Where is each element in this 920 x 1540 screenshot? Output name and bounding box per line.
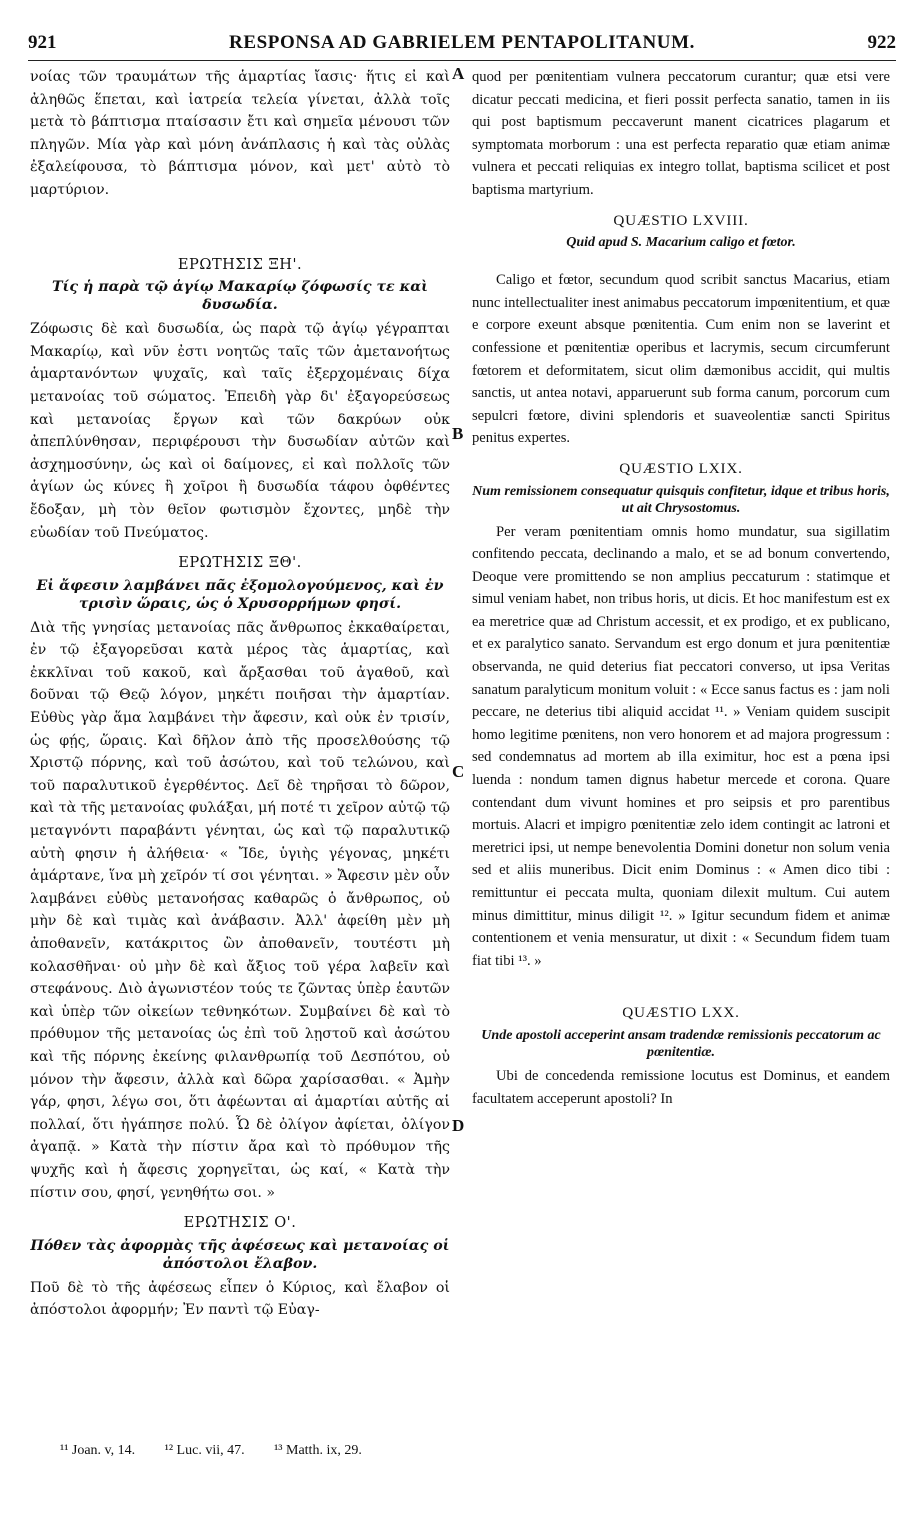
greek-question-68-title: ΕΡΩΤΗΣΙΣ ΞΗ'.: [177, 255, 303, 273]
page-number-left: 921: [28, 32, 57, 53]
greek-question-70-title: ΕΡΩΤΗΣΙΣ Ο'.: [183, 1214, 297, 1232]
footnotes: [60, 1443, 860, 1459]
latin-question-69-title: QUÆSTIO LXIX.: [619, 459, 743, 477]
latin-question-68-text: Caligo et fœtor, secundum quod scribit sanctus Macarius, etiam nunc intellectualiter inest animabus peccatorum impœnitentium, et quæ e corpore exeunt absque pœnitentia. Cum enim non se laverint et confessione et pœnitentiæ operibus et lacrymis, secum circumferunt fœtorem et deformitatem, sicut olim dæmonibus accidit, qui multis sanctis, ut antea notavi, apparuerunt sub forma canum, porcorum cum sepulcri fœtore, divini splendoris et suaveolentiæ sancti Spiritus penitus expertes.: [472, 272, 890, 447]
footnote-12: ¹² Luc. vii, 47.: [164, 1443, 245, 1458]
greek-question-68-text: Ζόφωσις δὲ καὶ δυσωδία, ὡς παρὰ τῷ ἁγίῳ γέγραπται Μακαρίῳ, καὶ νῦν ἐστι νοητῶς ταῖς τῶν ἀμετανοήτως ἁμαρτανόντων ψυχαῖς, καὶ ταῖς ἐξερχομέναις δίχα μετανοίας τοῦ σώματος. Ἐπειδὴ γὰρ δι' ἐξαγορεύσεως καὶ μετανοίας ἔργων καὶ τῶν δακρύων οὐκ ἀπεπλύνθησαν, περιφέρουσι τὴν δυσωδίαν αὐτῶν καὶ ἀσχημοσύνην, ὡς καὶ οἱ δαίμονες, εἰ καὶ πολλοῖς τῶν ἁγίων ὡς κύνες ἢ χοῖροι ἢ δυσωδία τάφου ὀφθέντες ἔδοξαν, μὴ τὸν θεῖον φωτισμὸν ἔχοντες, μηδὲ τὴν εὐωδίαν τοῦ Πνεύματος.: [30, 321, 450, 541]
margin-marker-b: B: [452, 424, 464, 443]
greek-question-69-title: ΕΡΩΤΗΣΙΣ ΞΘ'.: [178, 554, 302, 572]
page-header: [28, 32, 896, 58]
latin-question-68-subtitle: Quid apud S. Macarium caligo et fœtor.: [566, 235, 796, 251]
latin-question-68-title: QUÆSTIO LXVIII.: [613, 211, 749, 229]
greek-question-69-text: Διὰ τῆς γνησίας μετανοίας πᾶς ἄνθρωπος ἐκκαθαίρεται, ἐν τῷ ἐξαγορεῦσαι κατὰ μέρος τὰς ἁμαρτίας, καὶ ἐκκλῖναι τοῦ κακοῦ, καὶ ἄρξασθαι τοῦ ἀγαθοῦ, καὶ δοῦναι τῷ Θεῷ λόγον, μηκέτι ποιῆσαι τὴν ἁμαρτίαν. Εὐθὺς γὰρ ἅμα λαμβάνει τὴν ἄφεσιν, καὶ οὐκ ἐν τρισίν, ὡς φῄς, ὥραις. Καὶ δῆλον ἀπὸ τῆς προσελθούσης τῷ Χριστῷ πόρνης, καὶ τοῦ ἀσώτου, καὶ τοῦ τελώνου, καὶ τοῦ παραλυτικοῦ ἐγερθέντος. Δεῖ δὲ τηρῆσαι τὸ δῶρον, καὶ τὰ τῆς μετανοίας φυλάξαι, μή ποτέ τι χεῖρον αὐτῷ τῷ μεταγνόντι παραβάντι γένηται, ὡς καὶ τῷ παραλυτικῷ αὐτὴ φησιν ἡ ἀλήθεια· « Ἴδε, ὑγιὴς γέγονας, μηκέτι ἁμάρτανε, ἵνα μὴ χεῖρόν τί σοι γένηται. » Ἄφεσιν μὲν οὖν λαμβάνει εὐθὺς μετανοήσας καθαρῶς ὁ ἄνθρωπος, οὐ μὴν δὲ καὶ τιμὰς καὶ ἀνάβασιν. Ἀλλ' ἀφείθη μὲν μὴ ἀποθανεῖν, κατάκριτος ὢν ἀποθανεῖν, τουτέστι μὴ κολασθῆναι· οὐ μὴν δὲ καὶ ἄξιος τοῦ γέρα λαβεῖν καὶ στεφάνους. Διὸ ἀγωνιστέον τούς τε ζῶντας ὑπὲρ ἑαυτῶν καὶ ὑπὲρ τῶν οἰκείων τεθνηκότων. Συμβαίνει δὲ καὶ τὸ πρόθυμον τῆς μετανοίας ὡς ἐπὶ τοῦ λῃστοῦ καὶ ἀσώτου καὶ τῆς πόρνης ἐκείνης φιλανθρωπίᾳ τοῦ Δεσπότου, οὐ μόνον τὴν ἄφεσιν, ἀλλὰ καὶ δῶρα χαρίσασθαι. « Ἀμὴν γάρ, φησι, λέγω σοι, ὅτι ἀφέωνται αἱ ἁμαρτίαι αὐτῆς αἱ πολλαί, ὅτι ἠγάπησε πολύ. Ὧ δὲ ὀλίγον ἀφίεται, ὀλίγον ἀγαπᾷ. » Κατὰ τὴν πίστιν ἄρα καὶ τὸ πρόθυμον τῆς ψυχῆς καὶ ἡ ἄφεσις χορηγεῖται, ὡς καί, « Κατὰ τὴν πίστιν σου, φησί, γενηθήτω σοι. »: [30, 619, 450, 1201]
page-number-right: 922: [867, 32, 896, 53]
greek-question-69-subtitle: Εἰ ἄφεσιν λαμβάνει πᾶς ἐξομολογούμενος, καὶ ἐν τρισὶν ὥραις, ὡς ὁ Χρυσορρήμων φησί.: [36, 577, 444, 612]
latin-question-69-text: Per veram pœnitentiam omnis homo mundatur, sua sigillatim confitendo peccata, declinando a malo, et se ad bonum convertendo, Deoque vere promittendo se non amplius peccaturum : statimque et simul veniam habet, non tribus horis, ut dicis. Et hoc manifestum est ex ea meretrice quæ ad Christum accessit, et ex prodigo, et ex publicano, et ex paralytico sanato. Servandum est ergo donum et jura pœnitentiæ observanda, ne quid deterius fiat peccatori converso, ut ipsa Veritas sanatum paralyticum monitum voluit : « Ecce sanus factus es : jam noli peccare, ne deterius tibi aliquid accidat ¹¹. » Veniam quidem suscipit homo legitime pœnitens, non vero honorem et ad majora progressum : sed condemnatus ad mortem ab illa eximitur, hoc est a pœna ipsi luenda : nondum tamen dignus habetur mercede et corona. Quare contendant dum vivunt homines et pro seipsis et pro parentibus mortuis. Alacri et impigro pœnitentiæ zelo idem contingit ac latroni et meretrici ipsi, ut nempe benevolentia Domini donetur non solum venia sed et aliis muneribus. Dicit enim Dominus : « Amen dico tibi : remittuntur ei peccata multa, quoniam dilexit multum. Cui autem minus dimittitur, minus diligit ¹². » Igitur secundum fidem et animæ contentionem et venia mensuratur, ut dixit : « Secundum fidem tuam fiat tibi ¹³. »: [472, 523, 890, 969]
margin-marker-c: C: [452, 762, 465, 781]
greek-question-70-text: Ποῦ δὲ τὸ τῆς ἀφέσεως εἶπεν ὁ Κύριος, καὶ ἔλαβον οἱ ἀπόστολοι ἀφορμήν; Ἐν παντὶ τῷ Εὐαγ-: [30, 1279, 450, 1319]
running-title: RESPONSA AD GABRIELEM PENTAPOLITANUM.: [229, 32, 695, 53]
footnote-13: ¹³ Matth. ix, 29.: [274, 1443, 362, 1458]
latin-question-70-text: Ubi de concedenda remissione locutus est Dominus, et eandem facultatem acceperunt apostoli? In: [472, 1067, 890, 1107]
latin-question-69-subtitle: Num remissionem consequatur quisquis confitetur, idque et tribus horis, ut ait Chrysostomus.: [472, 483, 890, 516]
latin-question-70-subtitle: Unde apostoli acceperint ansam tradendæ remissionis peccatorum ac pœnitentiæ.: [481, 1027, 881, 1060]
margin-marker-a: A: [452, 64, 465, 83]
latin-question-70-title: QUÆSTIO LXX.: [622, 1004, 740, 1022]
footnote-11: ¹¹ Joan. v, 14.: [60, 1443, 136, 1458]
greek-question-68-subtitle: Τίς ἡ παρὰ τῷ ἁγίῳ Μακαρίῳ ζόφωσίς τε καὶ δυσωδία.: [51, 279, 428, 314]
latin-column: [472, 66, 890, 1110]
greek-question-70-subtitle: Πόθεν τὰς ἀφορμὰς τῆς ἀφέσεως καὶ μετανοίας οἱ ἀπόστολοι ἔλαβον.: [30, 1237, 450, 1272]
latin-intro-paragraph: quod per pœnitentiam vulnera peccatorum curantur; quæ etsi vere dicatur peccati medicina, et fieri possit perfecta sanatio, tamen in iis qui post baptismum peccaverunt manent cicatrices plagarum et symptomata morborum : una est perfecta reparatio quæ etiam animæ vulnera et peccati reliquias ex integro tollat, baptisma scilicet et post baptisma martyrium.: [472, 69, 890, 198]
greek-intro-paragraph: νοίας τῶν τραυμάτων τῆς ἁμαρτίας ἴασις· ἥτις εἰ καὶ ἀληθῶς ἕπεται, καὶ ἰατρεία τελεία γίνεται, ἀλλὰ τοῖς μετὰ τὸ βάπτισμα πταίσασιν ἔτι καὶ σημεῖα μένουσι τῶν πληγῶν. Μία γὰρ καὶ μόνη ἀνάπλασις ἡ καὶ τὰς οὐλὰς ἐξαλείφουσα, τὸ βάπτισμα μόνον, καὶ μετ' αὐτὸ τὸ μαρτύριον.: [30, 69, 450, 198]
margin-marker-d: D: [452, 1116, 465, 1135]
greek-column: [30, 66, 450, 1322]
header-rule: [28, 60, 896, 61]
